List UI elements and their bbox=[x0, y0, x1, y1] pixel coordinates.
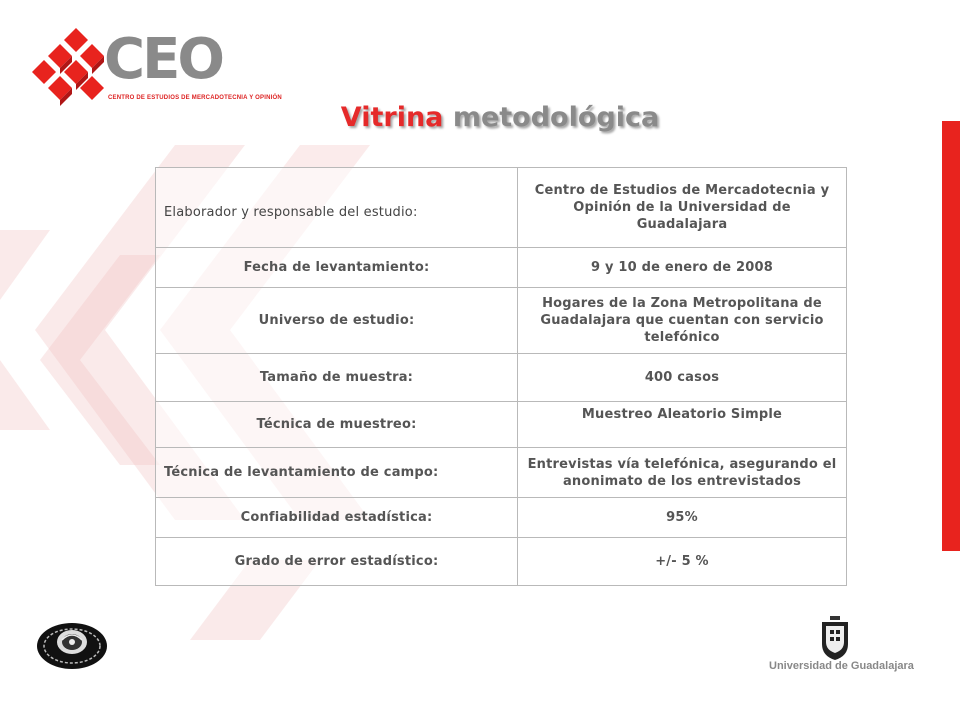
row-label: Técnica de levantamiento de campo: bbox=[156, 448, 518, 498]
row-value: 400 casos bbox=[518, 354, 847, 402]
table-row bbox=[156, 354, 847, 402]
row-value: 95% bbox=[518, 498, 847, 538]
row-label: Técnica de muestreo: bbox=[156, 402, 518, 448]
table-row bbox=[156, 448, 847, 498]
row-label: Tamaño de muestra: bbox=[156, 354, 518, 402]
row-value: Muestreo Aleatorio Simple bbox=[518, 402, 847, 448]
row-value: 9 y 10 de enero de 2008 bbox=[518, 248, 847, 288]
page-title bbox=[0, 100, 960, 136]
row-value: Centro de Estudios de Mercadotecnia y Opinión de la Universidad de Guadalajara bbox=[518, 168, 847, 248]
university-name: Universidad de Guadalajara bbox=[769, 660, 914, 672]
table-row bbox=[156, 498, 847, 538]
table-row bbox=[156, 168, 847, 248]
row-label: Grado de error estadístico: bbox=[156, 538, 518, 586]
row-value: Hogares de la Zona Metropolitana de Guadalajara que cuentan con servicio telefónico bbox=[518, 288, 847, 354]
row-label: Confiabilidad estadística: bbox=[156, 498, 518, 538]
row-value: +/- 5 % bbox=[518, 538, 847, 586]
title-part-gray: metodológica bbox=[452, 102, 660, 133]
methodology-table bbox=[155, 167, 847, 586]
table-row bbox=[156, 248, 847, 288]
table-row bbox=[156, 402, 847, 448]
row-value: Entrevistas vía telefónica, asegurando el anonimato de los entrevistados bbox=[518, 448, 847, 498]
accent-bar bbox=[942, 121, 960, 551]
table-row bbox=[156, 288, 847, 354]
sombrero-emblem-icon bbox=[36, 618, 108, 670]
row-label: Universo de estudio: bbox=[156, 288, 518, 354]
logo-tagline: CENTRO DE ESTUDIOS DE MERCADOTECNIA Y OPINIÓN bbox=[108, 95, 282, 101]
table-row bbox=[156, 538, 847, 586]
row-label: Fecha de levantamiento: bbox=[156, 248, 518, 288]
title-part-red: Vitrina bbox=[340, 102, 444, 133]
logo-brand-text: CEO bbox=[104, 27, 222, 92]
row-label: Elaborador y responsable del estudio: bbox=[156, 168, 518, 248]
